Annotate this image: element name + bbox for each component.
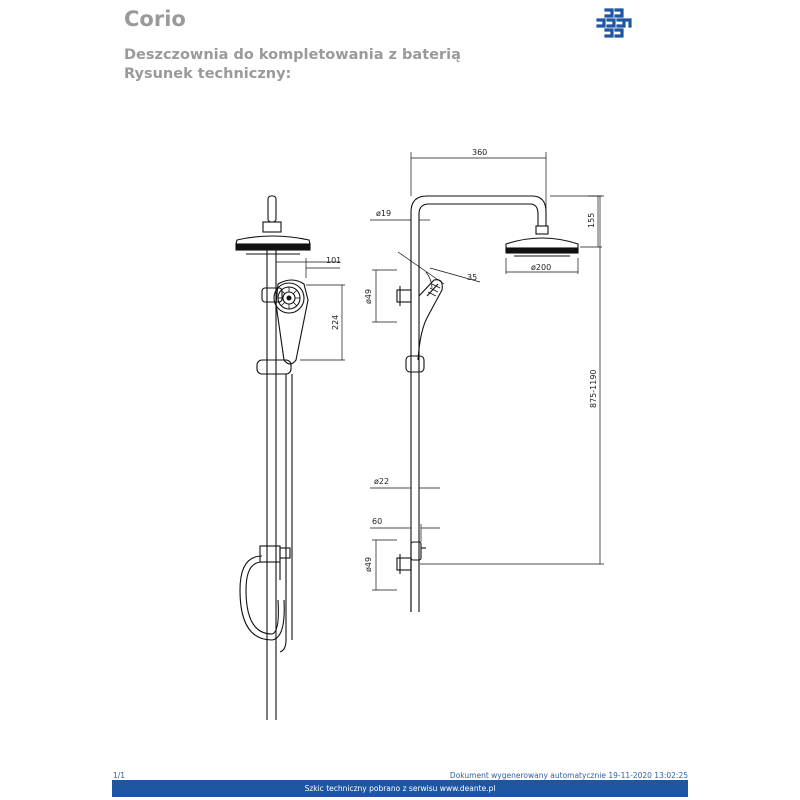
side-head-nut xyxy=(536,226,548,234)
dim-slider-224: 224 xyxy=(331,314,340,330)
side-shower-arm-inner xyxy=(419,204,538,250)
front-holder xyxy=(262,288,282,302)
dim-pipe-dia-top: ø19 xyxy=(376,209,392,218)
footer-source-link[interactable]: Szkic techniczny pobrano z serwisu www.deante.pl xyxy=(304,784,496,793)
front-hose xyxy=(280,374,286,652)
front-view xyxy=(236,196,345,720)
generated-note: Dokument wygenerowany automatycznie 19-11-2020 13:02:25 xyxy=(449,771,688,780)
front-shower-head xyxy=(236,236,310,244)
dim-pipe-dia-bottom: ø22 xyxy=(374,477,390,486)
dim-arm-length: 360 xyxy=(472,148,488,157)
subtitle-line-2: Rysunek techniczny: xyxy=(124,66,292,82)
dim-head-height: 155 xyxy=(587,212,596,228)
page-number: 1/1 xyxy=(113,771,126,780)
dim-wall-offset: 60 xyxy=(372,517,383,526)
subtitle-line-1: Deszczownia do kompletowania z baterią xyxy=(124,47,461,63)
dim-angle: 35 xyxy=(467,273,478,282)
side-upper-holder xyxy=(397,290,411,302)
side-bottom-holder xyxy=(397,558,411,570)
side-view xyxy=(370,152,604,612)
side-slider xyxy=(406,356,424,372)
dim-holder-dia: ø49 xyxy=(364,288,373,304)
dim-height-range: 875-1190 xyxy=(589,369,598,408)
front-shower-head-nozzles xyxy=(236,244,310,250)
front-arm-connector xyxy=(268,196,276,222)
front-head-nut xyxy=(263,222,281,232)
footer-bar xyxy=(112,780,688,797)
dim-holder-dia-bottom: ø49 xyxy=(364,556,373,572)
dim-offset-101: 101 xyxy=(326,256,342,265)
front-bottom-holder xyxy=(260,546,280,562)
dim-head-dia: ø200 xyxy=(531,263,552,272)
product-title: Corio xyxy=(124,7,186,31)
